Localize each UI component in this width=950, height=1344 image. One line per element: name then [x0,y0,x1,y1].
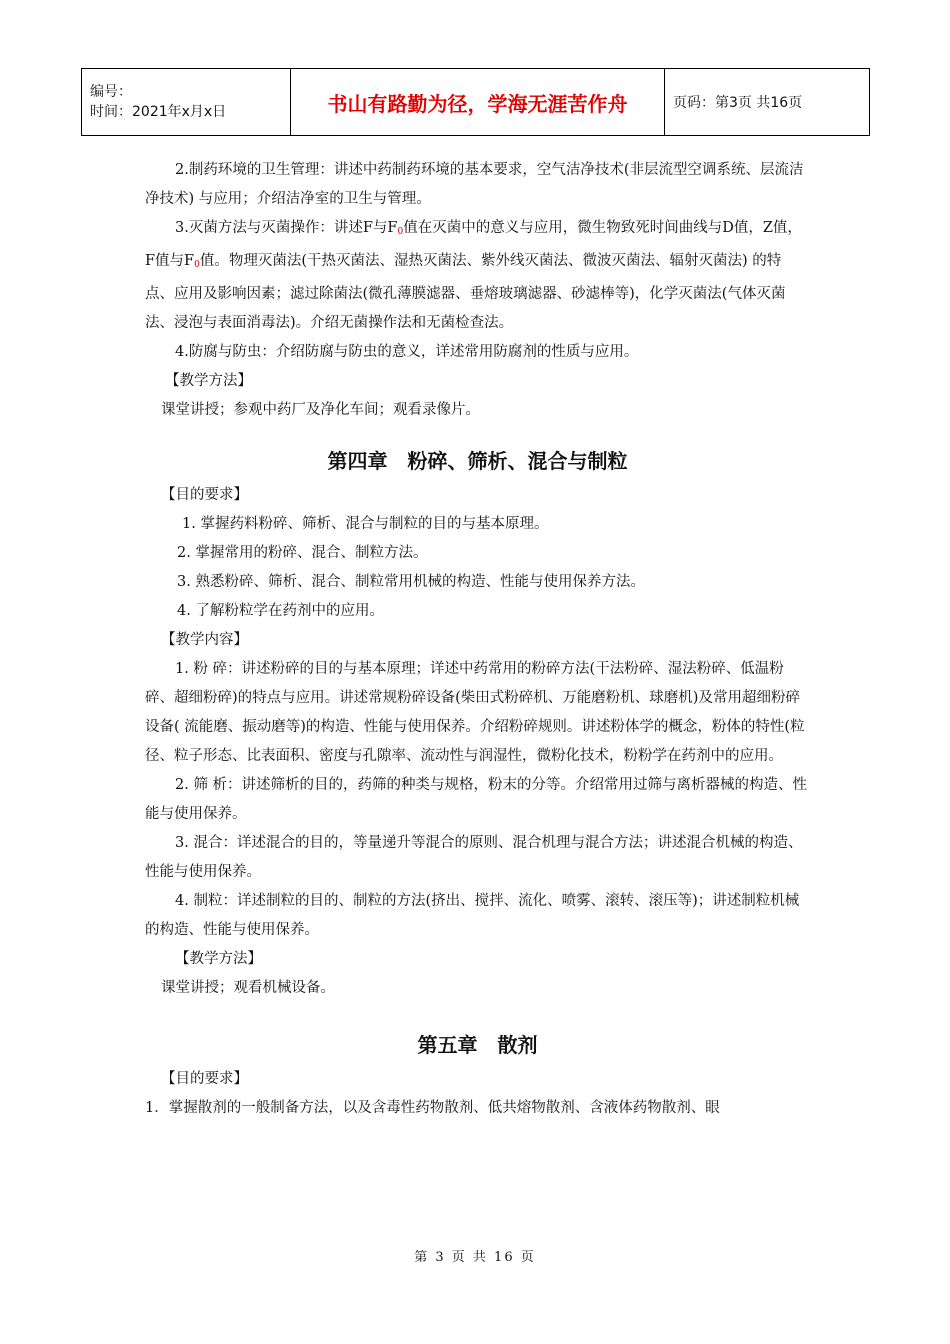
paragraph: 1. 粉 碎：讲述粉碎的目的与基本原理；详述中药常用的粉碎方法(干法粉碎、湿法粉碎、低温粉碎、超细粉碎)的特点与应用。讲述常规粉碎设备(柴田式粉碎机、万能磨粉机、球磨机)及常用超细粉碎设备( 流能磨、振动磨等)的构造、性能与使用保养。介绍粉碎规则。讲述粉体学的概念，粉体的特性(粒径、粒子形态、比表面积、密度与孔隙率、流动性与润湿性，微粉化技术，粉粉学在药剂中的应用。 [145,661,805,764]
header-motto-cell [291,69,665,136]
section-label: 【教学内容】 [161,632,248,648]
page-info: 页码：第3页 共16页 [673,95,803,111]
subscript: 0 [397,227,404,237]
motto: 书山有路勤为径，学海无涯苦作舟 [327,91,628,116]
subscript: 0 [194,260,200,270]
chapter-title: 第四章 粉碎、筛析、混合与制粒 [327,449,628,473]
header-page-cell [665,69,870,136]
page-footer: 第 3 页 共 16 页 [414,1250,536,1265]
paragraph: 2. 筛 析：讲述筛析的目的，药筛的种类与规格，粉末的分等。介绍常用过筛与离析器械的构造、性能与使用保养。 [145,777,808,822]
document-body [145,156,810,1123]
paragraph: 3. 混合：详述混合的目的，等量递升等混合的原则、混合机理与混合方法；讲述混合机械的构造、性能与使用保养。 [145,835,803,880]
list-item: 4. 了解粉粒学在药剂中的应用。 [177,603,384,619]
header-table [81,68,870,136]
chapter-title: 第五章 散剂 [417,1033,538,1057]
paragraph: 4. 制粒：详述制粒的目的、制粒的方法(挤出、搅拌、流化、喷雾、滚转、滚压等)；讲述制粒机械的构造、性能与使用保养。 [145,893,800,938]
list-item: 1. 掌握药料粉碎、筛析、混合与制粒的目的与基本原理。 [182,516,549,532]
paragraph: 课堂讲授；参观中药厂及净化车间；观看录像片。 [161,402,480,418]
paragraph: 2.制药环境的卫生管理：讲述中药制药环境的基本要求，空气洁净技术(非层流型空调系统、层流洁净技术) 与应用；介绍洁净室的卫生与管理。 [145,162,804,207]
section-label: 【教学方法】 [175,951,262,967]
section-label: 【教学方法】 [165,373,252,389]
list-item: 3. 熟悉粉碎、筛析、混合、制粒常用机械的构造、性能与使用保养方法。 [177,574,645,590]
header-meta-cell [82,69,291,136]
paragraph: 3.灭菌方法与灭菌操作：讲述F与$F_0$值在灭菌中的意义与应用，微生物致死时间曲线与D值，Z值，F值与$F_0$值。物理灭菌法(干热灭菌法、湿热灭菌法、紫外线灭菌法、微波灭菌法、辐射灭菌法) 的特点、应用及影响因素；滤过除菌法(微孔薄膜滤器、垂熔玻璃滤器、砂滤棒等)，化学灭菌法(气体灭菌法、浸泡与表面消毒法)。介绍无菌操作法和无菌检查法。 [145,220,802,331]
paragraph: 课堂讲授；观看机械设备。 [161,980,335,996]
paragraph: 4.防腐与防虫：介绍防腐与防虫的意义，详述常用防腐剂的性质与应用。 [175,344,639,360]
list-item: 2. 掌握常用的粉碎、混合、制粒方法。 [177,545,428,561]
list-item: 1．掌握散剂的一般制备方法，以及含毒性药物散剂、低共熔物散剂、含液体药物散剂、眼 [145,1100,720,1116]
code-label: 编号： [90,84,132,100]
section-label: 【目的要求】 [161,487,248,503]
section-label: 【目的要求】 [161,1071,248,1087]
date-label: 时间：2021年x月x日 [90,104,227,120]
